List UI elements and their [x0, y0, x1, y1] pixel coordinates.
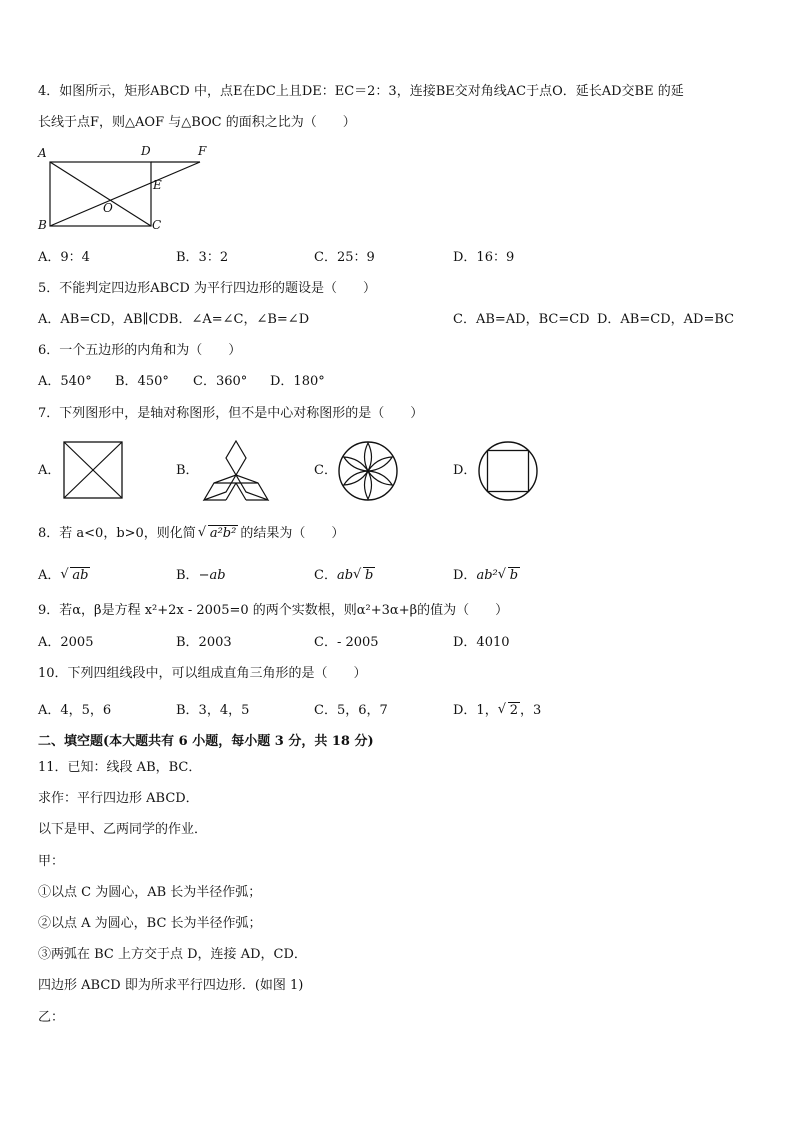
square-in-circle-figure — [477, 440, 539, 502]
q7-option-c: C． — [314, 463, 337, 478]
point-a-label: A — [38, 146, 47, 160]
q6-stem: 6．一个五边形的内角和为（ ） — [38, 343, 242, 358]
q4-stem-line1: 4．如图所示，矩形ABCD 中，点E在DC上且DE：EC＝2：3，连接BE交对角线AC于点O．延长AD交BE 的延 — [38, 84, 684, 99]
q8-stem — [38, 525, 344, 543]
q8-radical: √ a²b² — [197, 525, 237, 541]
q5-option-ab: A．AB=CD，AB∥CDB．∠A=∠C，∠B=∠D — [38, 312, 310, 327]
q6-option-b: B．450° — [115, 374, 169, 389]
square-with-diagonals-figure — [62, 440, 124, 500]
q4-option-b: B．3：2 — [176, 250, 229, 265]
q8-option-a-radicand: ab — [72, 568, 89, 583]
q11-line2: 求作：平行四边形 ABCD． — [38, 791, 199, 806]
q4-option-d: D．16：9 — [453, 250, 515, 265]
q5-stem: 5．不能判定四边形ABCD 为平行四边形的题设是（ ） — [38, 281, 376, 296]
q10-stem: 10．下列四组线段中，可以组成直角三角形的是（ ） — [38, 666, 367, 681]
q11-line7: ③两弧在 BC 上方交于点 D，连接 AD，CD． — [38, 947, 307, 962]
q8-option-b-value: −ab — [198, 568, 226, 583]
q7-option-a: A． — [38, 463, 61, 478]
q10-option-d-radicand: 2 — [509, 703, 518, 718]
section-2-heading: 二、填空题(本大题共有 6 小题，每小题 3 分，共 18 分) — [38, 734, 374, 749]
q9-stem: 9．若α，β是方程 x²+2x - 2005=0 的两个实数根，则α²+3α+β的值为（ ） — [38, 603, 509, 618]
q4-option-a: A．9：4 — [38, 250, 90, 265]
q10-option-b: B．3，4，5 — [176, 703, 250, 718]
q8-radicand: a²b² — [209, 526, 237, 541]
point-c-label: C — [152, 218, 162, 232]
q4-option-c: C．25：9 — [314, 250, 375, 265]
q10-option-d-post: ，3 — [519, 703, 542, 718]
q7-option-d: D． — [453, 463, 477, 478]
q5-option-c: C．AB=AD，BC=CD — [453, 312, 590, 327]
point-e-label: E — [153, 178, 162, 192]
q4-stem-line2: 长线于点F，则△AOF 与△BOC 的面积之比为（ ） — [38, 115, 356, 130]
q8-stem-post: 的结果为（ ） — [240, 526, 345, 541]
q11-line6: ②以点 A 为圆心，BC 长为半径作弧； — [38, 916, 262, 931]
q10-option-c: C．5，6，7 — [314, 703, 388, 718]
three-diamond-logo-figure — [199, 440, 273, 502]
q9-option-c: C．- 2005 — [314, 635, 379, 650]
q4-rectangle-figure — [34, 143, 224, 235]
q8-option-c-coeff: ab — [336, 568, 354, 583]
point-f-label: F — [198, 144, 207, 158]
point-d-label: D — [141, 144, 151, 158]
q9-option-a: A．2005 — [38, 635, 94, 650]
q8-option-d-radicand: b — [509, 568, 519, 583]
q8-option-c: C．ab √ b — [314, 567, 374, 583]
q8-option-b: B．−ab — [176, 568, 226, 583]
q8-option-d-coeff: ab² — [476, 568, 498, 583]
q11-line4: 甲： — [38, 854, 65, 869]
q6-option-c: C．360° — [193, 374, 248, 389]
q8-option-c-radicand: b — [365, 568, 374, 583]
q10-option-d-pre: D．1， — [453, 703, 498, 718]
q11-line5: ①以点 C 为圆心，AB 长为半径作弧； — [38, 885, 262, 900]
q8-option-a: A． √ ab — [38, 567, 89, 583]
q8-option-d: D．ab² √ b — [453, 567, 519, 583]
q8-stem-pre: 8．若 a<0，b>0，则化简 — [38, 526, 196, 541]
point-b-label: B — [38, 218, 47, 232]
q6-option-a: A．540° — [38, 374, 92, 389]
point-o-label: O — [103, 201, 113, 215]
q11-line9: 乙： — [38, 1010, 65, 1025]
q10-option-a: A．4，5，6 — [38, 703, 112, 718]
q7-stem: 7．下列图形中，是轴对称图形，但不是中心对称图形的是（ ） — [38, 406, 424, 421]
q11-line3: 以下是甲、乙两同学的作业． — [38, 822, 208, 837]
q7-option-b: B． — [176, 463, 199, 478]
q11-line1: 11．已知：线段 AB，BC． — [38, 760, 202, 775]
q9-option-b: B．2003 — [176, 635, 232, 650]
q9-option-d: D．4010 — [453, 635, 510, 650]
circle-flower-figure — [337, 440, 399, 502]
q6-option-d: D．180° — [270, 374, 325, 389]
q11-line8: 四边形 ABCD 即为所求平行四边形．(如图 1) — [38, 978, 304, 993]
q10-option-d: D．1， √ 2 ，3 — [453, 702, 542, 718]
q5-option-d: D．AB=CD，AD=BC — [597, 312, 735, 327]
